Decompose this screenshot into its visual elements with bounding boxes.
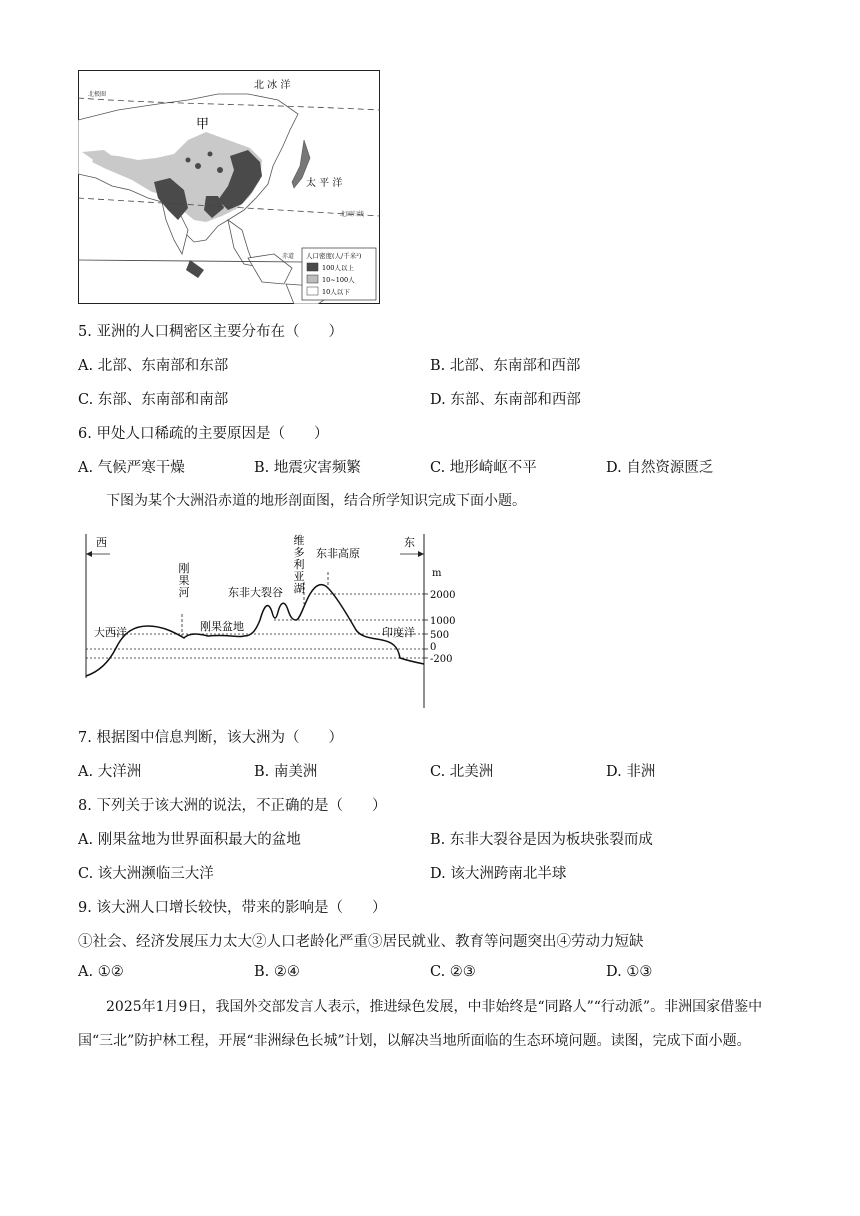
q9-stem: 9. 该大洲人口增长较快，带来的影响是（ ） xyxy=(78,900,387,916)
q7-option-b: B. 南美洲 xyxy=(254,764,318,780)
tick-500: 500 xyxy=(430,630,450,641)
arctic-ocean-label: 北 冰 洋 xyxy=(254,80,291,91)
q7-option-d: D. 非洲 xyxy=(606,764,656,780)
arctic-circle-label: 北极圈 xyxy=(88,91,107,98)
map-legend xyxy=(302,248,376,300)
indian-ocean-label: 印度洋 xyxy=(382,626,415,639)
q9-statements: ①社会、经济发展压力太大②人口老龄化严重③居民就业、教育等问题突出④劳动力短缺 xyxy=(78,934,644,950)
q5-option-b: B. 北部、东南部和西部 xyxy=(430,358,581,374)
q8-option-d: D. 该大洲跨南北半球 xyxy=(430,866,567,882)
legend-swatch-high xyxy=(307,263,318,271)
congo-basin-label: 刚果盆地 xyxy=(200,620,244,633)
q7-option-a: A. 大洋洲 xyxy=(78,764,142,780)
pacific-label: 太 平 洋 xyxy=(306,178,343,189)
tick-minus-200: -200 xyxy=(430,654,453,665)
unit-label: m xyxy=(432,568,442,579)
legend-label-mid: 10~100人 xyxy=(322,276,355,284)
tick-0: 0 xyxy=(430,642,437,653)
q6-option-d: D. 自然资源匮乏 xyxy=(606,460,714,476)
atlantic-label: 大西洋 xyxy=(94,626,127,639)
victoria-lake-label: 维多利亚湖 xyxy=(293,534,305,595)
legend-swatch-mid xyxy=(307,275,318,283)
q8-option-c: C. 该大洲濒临三大洋 xyxy=(78,866,214,882)
plateau-label: 东非高原 xyxy=(316,547,360,560)
q9-option-b: B. ②④ xyxy=(254,964,300,980)
q7-option-c: C. 北美洲 xyxy=(430,764,494,780)
tropic-label: 北回归线 xyxy=(340,211,365,218)
congo-river-label: 刚果河 xyxy=(178,562,190,599)
q6-option-c: C. 地形崎岖不平 xyxy=(430,460,537,476)
q6-stem: 6. 甲处人口稀疏的主要原因是（ ） xyxy=(78,426,329,442)
q8-option-a: A. 刚果盆地为世界面积最大的盆地 xyxy=(78,832,301,848)
q9-option-d: D. ①③ xyxy=(606,964,653,980)
q5-option-a: A. 北部、东南部和东部 xyxy=(78,358,229,374)
q5-option-c: C. 东部、东南部和南部 xyxy=(78,392,229,408)
q9-option-a: A. ①② xyxy=(78,964,124,980)
equator-label: 赤道 xyxy=(282,253,295,260)
terrain-profile-diagram xyxy=(78,524,468,712)
legend-swatch-low xyxy=(307,287,318,295)
legend-title: 人口密度(人/千米²) xyxy=(306,252,362,260)
west-label: 西 xyxy=(96,536,107,549)
tick-2000: 2000 xyxy=(430,590,456,601)
q7-stem: 7. 根据图中信息判断，该大洲为（ ） xyxy=(78,730,343,746)
q8-stem: 8. 下列关于该大洲的说法，不正确的是（ ） xyxy=(78,798,387,814)
q6-option-b: B. 地震灾害频繁 xyxy=(254,460,361,476)
legend-label-high: 100人以上 xyxy=(322,264,354,272)
q6-option-a: A. 气候严寒干燥 xyxy=(78,460,185,476)
legend-label-low: 10人以下 xyxy=(322,288,350,296)
q5-option-d: D. 东部、东南部和西部 xyxy=(430,392,581,408)
rift-valley-label: 东非大裂谷 xyxy=(228,586,283,599)
asia-population-map xyxy=(78,70,380,304)
intro-profile: 下图为某个大洲沿赤道的地形剖面图，结合所学知识完成下面小题。 xyxy=(106,493,526,509)
region-jia-label: 甲 xyxy=(196,117,210,132)
east-label: 东 xyxy=(404,536,415,549)
tick-1000: 1000 xyxy=(430,616,456,627)
q8-option-b: B. 东非大裂谷是因为板块张裂而成 xyxy=(430,832,653,848)
q9-option-c: C. ②③ xyxy=(430,964,476,980)
q5-stem: 5. 亚洲的人口稠密区主要分布在（ ） xyxy=(78,324,343,340)
intro-green-wall: 2025年1月9日，我国外交部发言人表示，推进绿色发展，中非始终是“同路人”“行动派”。非洲国家借鉴中国“三北”防护林工程，开展“非洲绿色长城”计划，以解决当地所面临的生态环境问题。读图，完成下面小题。 xyxy=(78,999,763,1049)
